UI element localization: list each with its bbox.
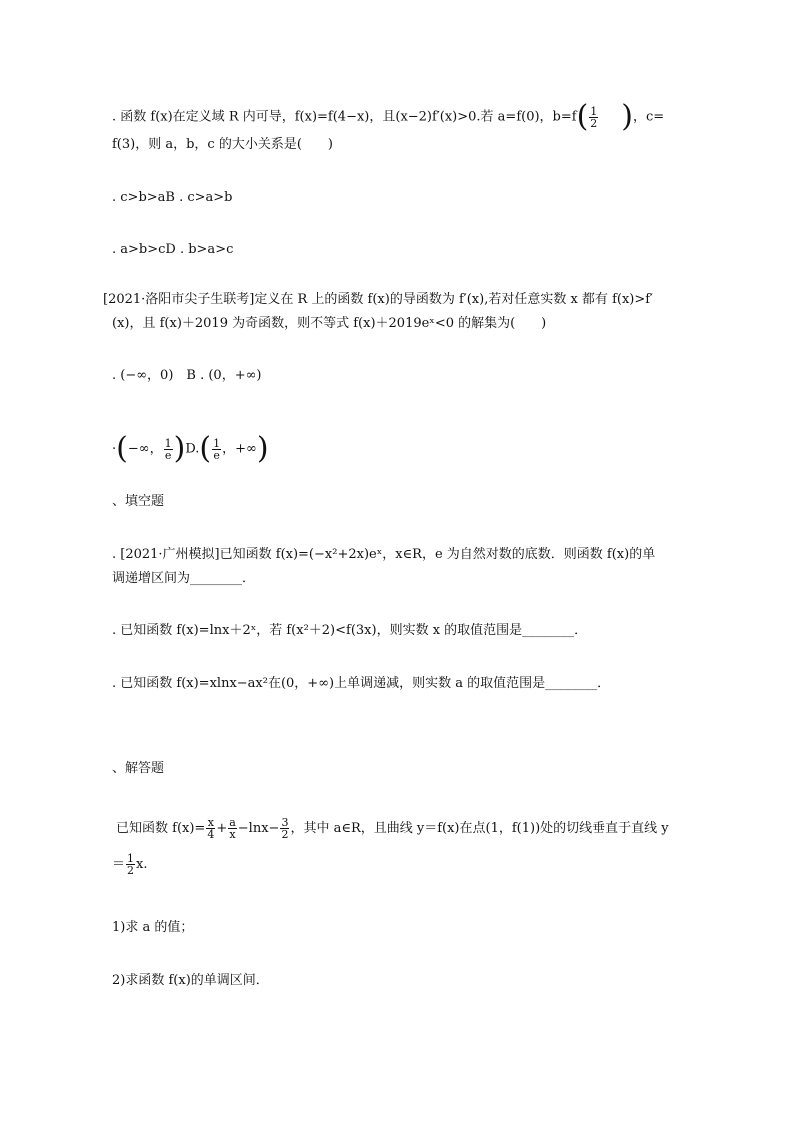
q4: . 已知函数 f(x)=lnx＋2ˣ，若 f(x²＋2)<f(3x)，则实数 x 的取值范围是________．: [112, 623, 588, 638]
fraction-d: $\frac{1}{e}$: [213, 436, 221, 462]
q1-options-ab: . c>b>aB . c>a>b: [112, 190, 233, 205]
q6-sub1: 1)求 a 的值；: [112, 920, 194, 935]
q1-line1-tail: ，c=: [633, 109, 665, 125]
q2-options-cd: ·(−∞， $\frac{1}{e}$ )D.( $\frac{1}{e}$ ，+∞): [112, 431, 269, 466]
q1-line1-text: . 函数 f(x)在定义域 R 内可导，f(x)=f(4−x)，且(x−2)f′(x)>0.若 a=f(0)，b=f: [112, 109, 577, 125]
q2-line2: (x)，且 f(x)＋2019 为奇函数，则不等式 f(x)＋2019eˣ<0 的解集为( ): [112, 316, 547, 331]
q1-line1: [112, 99, 665, 134]
q6-sub2: 2)求函数 f(x)的单调区间．: [112, 973, 269, 988]
fraction-a-over-x: $\frac{a}{x}$: [229, 816, 236, 841]
q5: . 已知函数 f(x)=xlnx−ax²在(0，+∞)上单调递减，则实数 a 的取值范围是________．: [112, 676, 611, 691]
q6-line1: 已知函数 f(x)= $\frac{x}{4}$ + $\frac{a}{x}$ −lnx− $\frac{3}{2}$ ，其中 a∈R，且曲线 y＝f(x)在点(1，f(1))处的切线垂直于直线 y: [116, 816, 669, 841]
q2-line1: [2021·洛阳市尖子生联考]定义在 R 上的函数 f(x)的导函数为 f′(x),若对任意实数 x 都有 f(x)>f′: [103, 292, 654, 307]
fraction-c: $\frac{1}{e}$: [164, 436, 172, 462]
paren-left: (: [576, 99, 589, 134]
fraction-x-over-4: $\frac{x}{4}$: [207, 816, 215, 841]
fraction-3-over-2: $\frac{3}{2}$: [281, 816, 289, 841]
q1-options-cd: . a>b>cD . b>a>c: [112, 242, 234, 257]
paren-right: ): [621, 99, 634, 134]
section-solve-heading: 、解答题: [112, 761, 165, 776]
q2-options-ab: . (−∞，0) B . (0，+∞): [112, 368, 262, 383]
section-fill-heading: 、填空题: [112, 494, 165, 509]
q1-line2: f(3)，则 a，b，c 的大小关系是( ): [112, 137, 333, 152]
q6-line2: ＝ $\frac{1}{2}$ x.: [112, 852, 148, 877]
fraction-b: $\frac{1}{2}$: [590, 104, 598, 130]
q3-line2: 调递增区间为________．: [112, 571, 256, 586]
q3-line1: . [2021·广州模拟]已知函数 f(x)=(−x²+2x)eˣ，x∈R，e 为自然对数的底数．则函数 f(x)的单: [112, 547, 656, 562]
fraction-1-over-2: $\frac{1}{2}$: [127, 852, 135, 877]
